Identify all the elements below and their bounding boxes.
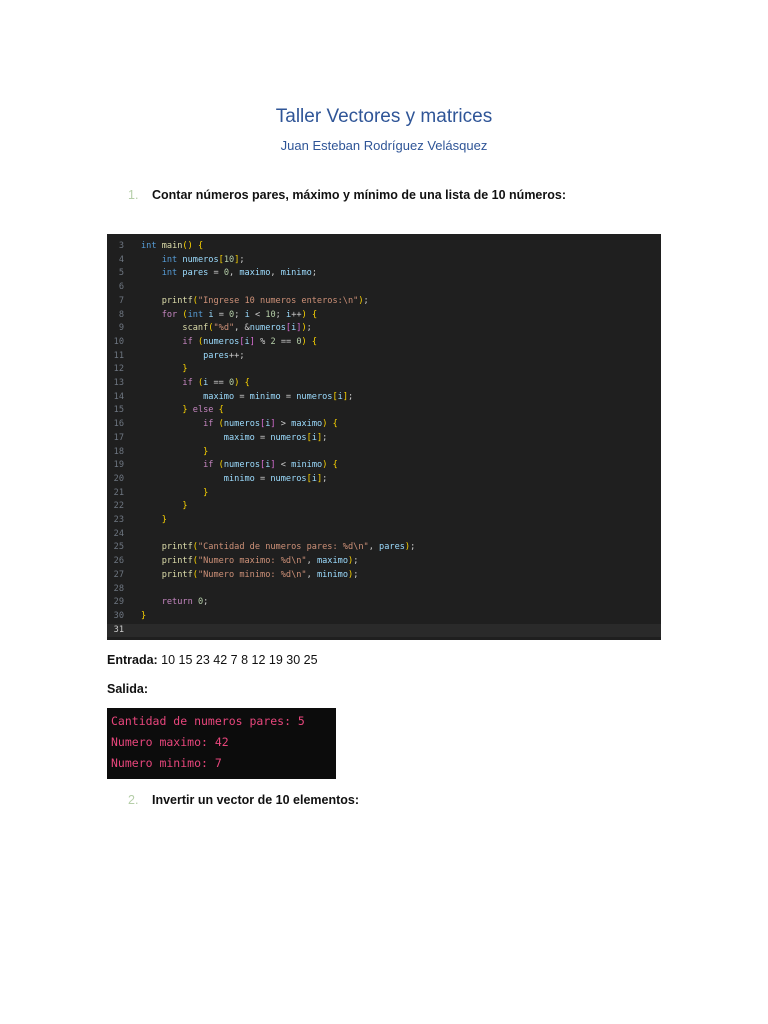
- line-number: 16: [113, 419, 124, 430]
- code-line: [107, 281, 661, 295]
- code-text: }: [203, 446, 209, 457]
- code-line: [107, 500, 661, 514]
- code-line: [107, 404, 661, 418]
- line-number: 23: [113, 515, 124, 525]
- line-number: 15: [113, 405, 124, 416]
- code-line: [107, 254, 661, 268]
- code-line: [107, 583, 661, 597]
- code-line: [107, 487, 661, 501]
- code-text: }: [182, 501, 188, 512]
- code-text: maximo = numeros[i];: [223, 432, 328, 443]
- code-line: [107, 541, 661, 555]
- code-line: [107, 391, 661, 405]
- code-text: if (numeros[i] % 2 == 0) {: [182, 336, 318, 347]
- section-number: 2.: [128, 793, 139, 807]
- code-line: [107, 555, 661, 569]
- code-screenshot: [107, 234, 661, 640]
- section-heading-text: Invertir un vector de 10 elementos:: [152, 793, 360, 807]
- line-number: 31: [113, 624, 124, 635]
- code-text: int pares = 0, maximo, minimo;: [161, 268, 318, 279]
- code-line: [107, 528, 661, 542]
- code-line: [107, 624, 661, 638]
- code-text: int main() {: [141, 241, 204, 251]
- line-number: 5: [118, 268, 124, 279]
- document-author: Juan Esteban Rodríguez Velásquez: [280, 138, 488, 153]
- code-line: [107, 267, 661, 281]
- section-number: 1.: [128, 188, 139, 202]
- code-line: [107, 473, 661, 487]
- code-line: [107, 240, 661, 254]
- section-heading-2: [128, 793, 359, 807]
- line-number: 7: [118, 295, 124, 306]
- code-line: [107, 596, 661, 610]
- line-number: 19: [113, 460, 124, 471]
- code-text: }: [161, 515, 167, 525]
- entrada-value: 10 15 23 42 7 8 12 19 30 25: [157, 653, 318, 667]
- input-line: [107, 653, 318, 667]
- line-number: 8: [118, 309, 124, 320]
- line-number: 21: [113, 487, 124, 498]
- code-line: [107, 418, 661, 432]
- line-number: 25: [113, 542, 124, 553]
- line-number: 30: [113, 610, 124, 621]
- code-text: } else {: [182, 405, 224, 416]
- code-line: [107, 459, 661, 473]
- code-line: [107, 377, 661, 391]
- code-text: printf("Numero minimo: %d\n", minimo);: [161, 569, 359, 580]
- code-text: }: [203, 487, 209, 498]
- salida-label: Salida:: [107, 682, 148, 696]
- line-number: 26: [113, 556, 124, 567]
- code-text: maximo = minimo = numeros[i];: [203, 391, 354, 402]
- code-line: [107, 446, 661, 460]
- code-line: [107, 336, 661, 350]
- code-text: if (numeros[i] < minimo) {: [203, 460, 338, 471]
- code-text: if (i == 0) {: [182, 378, 250, 388]
- line-number: 3: [118, 241, 124, 251]
- section-heading-text: Contar números pares, máximo y mínimo de una lista de 10 números:: [152, 188, 567, 202]
- code-text: printf("Cantidad de numeros pares: %d\n", pares);: [161, 542, 416, 553]
- terminal-output: [107, 708, 336, 779]
- code-text: }: [182, 364, 188, 375]
- line-number: 13: [113, 378, 124, 388]
- code-line: [107, 432, 661, 446]
- code-text: }: [141, 610, 147, 621]
- line-number: 4: [118, 254, 124, 265]
- line-number: 18: [113, 446, 124, 457]
- line-number: 9: [118, 323, 124, 334]
- line-number: 6: [118, 282, 124, 293]
- line-number: 11: [113, 350, 124, 361]
- code-line: [107, 569, 661, 583]
- code-text: printf("Ingrese 10 numeros enteros:\n");: [161, 295, 369, 306]
- code-text: if (numeros[i] > maximo) {: [203, 419, 338, 430]
- code-text: for (int i = 0; i < 10; i++) {: [161, 309, 318, 320]
- line-number: 12: [113, 364, 124, 375]
- code-line: [107, 309, 661, 323]
- code-line: [107, 350, 661, 364]
- code-line: [107, 363, 661, 377]
- code-text: minimo = numeros[i];: [223, 473, 328, 484]
- line-number: 28: [113, 583, 124, 594]
- line-number: 24: [113, 528, 124, 539]
- terminal-line: Cantidad de numeros pares: 5: [111, 714, 305, 728]
- section-heading-1: [128, 188, 566, 202]
- code-line: [107, 295, 661, 309]
- code-text: printf("Numero maximo: %d\n", maximo);: [161, 556, 359, 567]
- line-number: 22: [113, 501, 124, 512]
- code-text: int numeros[10];: [161, 254, 245, 265]
- terminal-line: Numero minimo: 7: [111, 756, 222, 770]
- line-number: 14: [113, 391, 124, 402]
- code-line: [107, 610, 661, 624]
- line-number: 20: [113, 473, 124, 484]
- line-number: 27: [113, 569, 124, 580]
- code-line: [107, 514, 661, 528]
- terminal-line: Numero maximo: 42: [111, 735, 229, 749]
- line-number: 17: [113, 432, 124, 443]
- line-number: 10: [113, 336, 124, 347]
- document-title: Taller Vectores y matrices: [275, 106, 493, 127]
- line-number: 29: [113, 597, 124, 608]
- entrada-label: Entrada:: [107, 653, 158, 667]
- code-text: scanf("%d", &numeros[i]);: [182, 323, 312, 334]
- code-line: [107, 322, 661, 336]
- code-text: return 0;: [161, 597, 209, 608]
- code-text: pares++;: [203, 350, 245, 361]
